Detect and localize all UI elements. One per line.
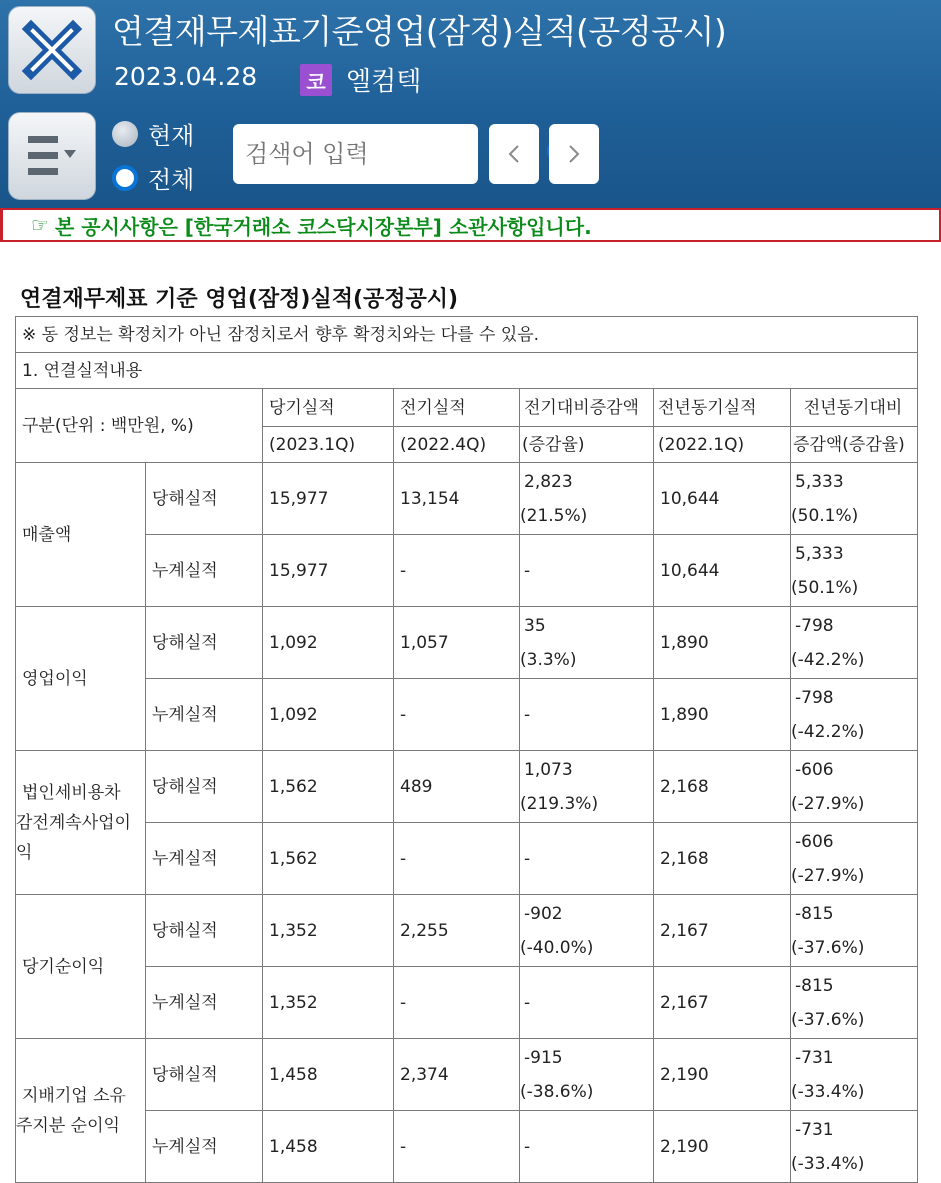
radio-all-indicator[interactable] xyxy=(112,165,138,191)
cell-yoy-prev: 2,167 xyxy=(654,967,791,1039)
disclosure-date: 2023.04.28 xyxy=(114,62,258,91)
cell-yoy-change xyxy=(791,463,918,535)
cell-current: 15,977 xyxy=(263,463,394,535)
header-qoq: 전기대비증감액 xyxy=(520,389,654,427)
row-type: 당해실적 xyxy=(146,751,263,823)
cell-previous: - xyxy=(394,1111,520,1183)
pointing-hand-icon: ☞ xyxy=(31,213,49,237)
yoy-amount: 5,333 xyxy=(795,471,844,492)
company-name[interactable]: 엘컴텍 xyxy=(346,67,422,97)
cell-previous: - xyxy=(394,967,520,1039)
qoq-amount: 2,823 xyxy=(524,471,573,492)
close-icon xyxy=(21,19,83,81)
yoy-rate: (50.1%) xyxy=(791,505,859,526)
table-row xyxy=(16,535,918,607)
row-category xyxy=(16,751,146,895)
header-yoy-change: 전년동기대비 xyxy=(791,389,918,427)
cell-qoq xyxy=(520,463,654,535)
cell-yoy-prev: 2,167 xyxy=(654,895,791,967)
cell-qoq: - xyxy=(520,823,654,895)
row-type: 누계실적 xyxy=(146,967,263,1039)
next-button[interactable] xyxy=(549,124,599,184)
cell-current: 1,562 xyxy=(263,823,394,895)
cell-previous: 13,154 xyxy=(394,463,520,535)
row-type: 누계실적 xyxy=(146,679,263,751)
row-type: 당해실적 xyxy=(146,463,263,535)
table-row xyxy=(16,967,918,1039)
qoq-rate: (3.3%) xyxy=(520,649,577,670)
cell-yoy-change xyxy=(791,1039,918,1111)
cell-yoy-prev: 2,168 xyxy=(654,823,791,895)
qoq-amount: -915 xyxy=(524,1047,563,1068)
cell-yoy-prev: 2,168 xyxy=(654,751,791,823)
cell-previous: 2,255 xyxy=(394,895,520,967)
row-type: 당해실적 xyxy=(146,895,263,967)
header-yoy-change-sub: 증감액(증감율) xyxy=(791,427,918,463)
yoy-rate: (-33.4%) xyxy=(791,1153,865,1174)
page-title: 연결재무제표기준영업(잠정)실적(공정공시) xyxy=(112,12,727,51)
table-row xyxy=(16,463,918,535)
cell-yoy-prev: 1,890 xyxy=(654,679,791,751)
cell-qoq: - xyxy=(520,1111,654,1183)
table-row xyxy=(16,679,918,751)
yoy-amount: -815 xyxy=(795,975,834,996)
radio-current[interactable] xyxy=(112,116,194,151)
cell-yoy-prev: 10,644 xyxy=(654,463,791,535)
header-qoq-sub: (증감율) xyxy=(520,427,654,463)
row-type: 누계실적 xyxy=(146,823,263,895)
cell-qoq xyxy=(520,895,654,967)
row-category-line: 감전계속사업이 xyxy=(16,812,131,833)
cell-qoq xyxy=(520,751,654,823)
yoy-rate: (-37.6%) xyxy=(791,937,865,958)
prev-button[interactable] xyxy=(489,124,539,184)
yoy-amount: 5,333 xyxy=(795,543,844,564)
table-row xyxy=(16,1111,918,1183)
chevron-left-icon xyxy=(506,143,522,165)
cell-current: 1,458 xyxy=(263,1039,394,1111)
qoq-amount: 35 xyxy=(524,615,546,636)
qoq-amount: 1,073 xyxy=(524,759,573,780)
subheading: 1. 연결실적내용 xyxy=(16,353,918,389)
radio-all[interactable] xyxy=(112,160,194,195)
header-yoy-prev-period: (2022.1Q) xyxy=(654,427,791,463)
cell-yoy-change xyxy=(791,895,918,967)
yoy-rate: (50.1%) xyxy=(791,577,859,598)
row-category: 매출액 xyxy=(16,463,146,607)
cell-yoy-prev: 1,890 xyxy=(654,607,791,679)
cell-current: 1,092 xyxy=(263,607,394,679)
qoq-rate: (21.5%) xyxy=(520,505,588,526)
table-row xyxy=(16,751,918,823)
cell-yoy-change xyxy=(791,967,918,1039)
market-badge: 코 xyxy=(300,64,332,96)
cell-qoq xyxy=(520,1039,654,1111)
table-row xyxy=(16,1039,918,1111)
yoy-amount: -815 xyxy=(795,903,834,924)
header-current-period: (2023.1Q) xyxy=(263,427,394,463)
search-box[interactable] xyxy=(233,124,478,184)
yoy-amount: -731 xyxy=(795,1119,834,1140)
header-current: 당기실적 xyxy=(263,389,394,427)
yoy-amount: -606 xyxy=(795,759,834,780)
cell-previous: 489 xyxy=(394,751,520,823)
row-category: 당기순이익 xyxy=(16,895,146,1039)
table-row xyxy=(16,895,918,967)
disclaimer-note: ※ 동 정보는 확정치가 아닌 잠정치로서 향후 확정치와는 다를 수 있음. xyxy=(16,317,918,353)
cell-yoy-prev: 2,190 xyxy=(654,1111,791,1183)
cell-current: 1,352 xyxy=(263,967,394,1039)
row-type: 누계실적 xyxy=(146,535,263,607)
cell-yoy-change xyxy=(791,679,918,751)
table-row xyxy=(16,823,918,895)
radio-current-indicator[interactable] xyxy=(112,121,138,147)
cell-yoy-change xyxy=(791,751,918,823)
cell-qoq: - xyxy=(520,679,654,751)
yoy-rate: (-42.2%) xyxy=(791,649,865,670)
cell-yoy-change xyxy=(791,607,918,679)
yoy-rate: (-37.6%) xyxy=(791,1009,865,1030)
radio-current-label: 현재 xyxy=(148,122,195,150)
yoy-rate: (-27.9%) xyxy=(791,865,865,886)
row-category-line: 법인세비용차 xyxy=(22,782,121,803)
cell-yoy-prev: 2,190 xyxy=(654,1039,791,1111)
cell-previous: 2,374 xyxy=(394,1039,520,1111)
cell-current: 1,562 xyxy=(263,751,394,823)
yoy-rate: (-27.9%) xyxy=(791,793,865,814)
menu-button[interactable] xyxy=(8,112,96,200)
notice-text: 본 공시사항은 [한국거래소 코스닥시장본부] 소관사항입니다. xyxy=(54,214,592,239)
cell-yoy-prev: 10,644 xyxy=(654,535,791,607)
cell-current: 1,458 xyxy=(263,1111,394,1183)
cell-previous: - xyxy=(394,679,520,751)
row-type: 당해실적 xyxy=(146,1039,263,1111)
header-previous-period: (2022.4Q) xyxy=(394,427,520,463)
row-type: 누계실적 xyxy=(146,1111,263,1183)
cell-current: 15,977 xyxy=(263,535,394,607)
cell-current: 1,352 xyxy=(263,895,394,967)
table-row xyxy=(16,607,918,679)
cell-yoy-change xyxy=(791,823,918,895)
yoy-amount: -731 xyxy=(795,1047,834,1068)
jurisdiction-notice xyxy=(0,208,941,242)
yoy-amount: -798 xyxy=(795,687,834,708)
row-category xyxy=(16,1039,146,1183)
qoq-rate: (-38.6%) xyxy=(520,1081,594,1102)
row-type: 당해실적 xyxy=(146,607,263,679)
qoq-amount: -902 xyxy=(524,903,563,924)
header-previous: 전기실적 xyxy=(394,389,520,427)
header-yoy-prev: 전년동기실적 xyxy=(654,389,791,427)
cell-previous: - xyxy=(394,823,520,895)
qoq-rate: (-40.0%) xyxy=(520,937,594,958)
chevron-right-icon xyxy=(566,143,582,165)
header-bar xyxy=(0,0,941,208)
yoy-rate: (-33.4%) xyxy=(791,1081,865,1102)
yoy-amount: -798 xyxy=(795,615,834,636)
cell-qoq: - xyxy=(520,967,654,1039)
cell-yoy-change xyxy=(791,1111,918,1183)
yoy-rate: (-42.2%) xyxy=(791,721,865,742)
row-category-line: 주지분 순이익 xyxy=(16,1115,120,1136)
qoq-rate: (219.3%) xyxy=(520,793,599,814)
cell-previous: - xyxy=(394,535,520,607)
results-table xyxy=(15,316,918,1183)
cell-qoq: - xyxy=(520,535,654,607)
menu-icon xyxy=(22,128,82,184)
section-title: 연결재무제표 기준 영업(잠정)실적(공정공시) xyxy=(20,287,459,312)
header-category: 구분(단위 : 백만원, %) xyxy=(16,389,263,463)
cell-current: 1,092 xyxy=(263,679,394,751)
close-button[interactable] xyxy=(8,6,96,94)
cell-yoy-change xyxy=(791,535,918,607)
row-category-line: 익 xyxy=(16,842,33,863)
cell-previous: 1,057 xyxy=(394,607,520,679)
cell-qoq xyxy=(520,607,654,679)
radio-all-label: 전체 xyxy=(148,166,195,194)
row-category-line: 지배기업 소유 xyxy=(22,1085,126,1106)
yoy-amount: -606 xyxy=(795,831,834,852)
row-category: 영업이익 xyxy=(16,607,146,751)
